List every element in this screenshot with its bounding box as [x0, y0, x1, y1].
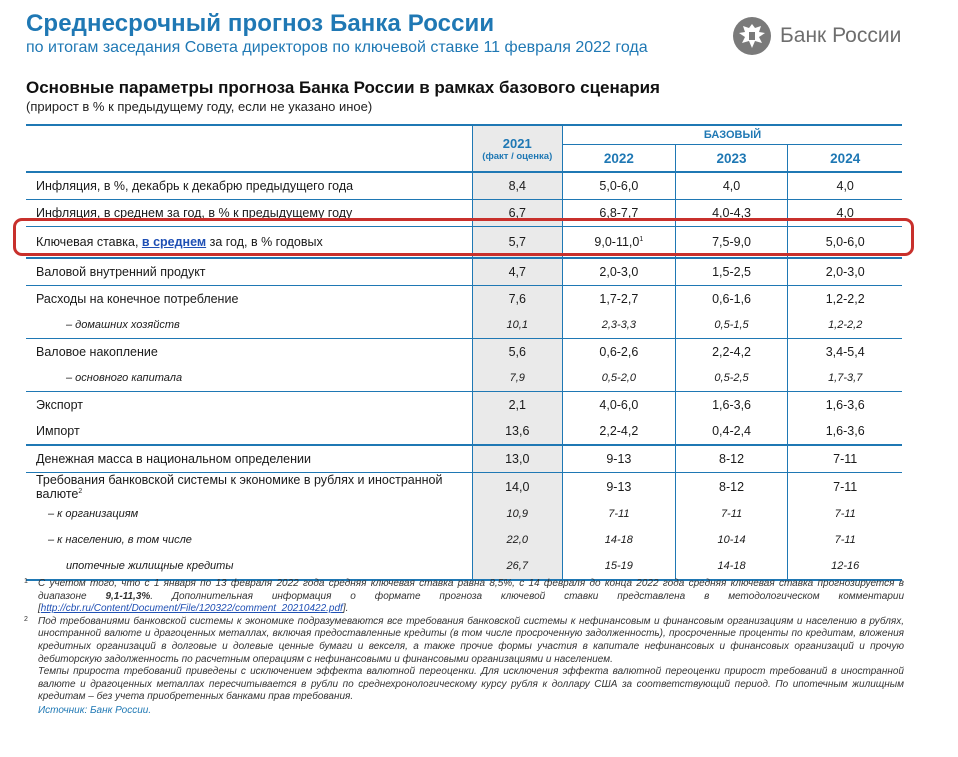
cell-2023: 0,5-2,5 [675, 365, 788, 392]
table-row [26, 258, 902, 286]
cell-2021: 13,0 [472, 445, 563, 473]
footnote-ref-1[interactable]: 1 [639, 235, 644, 243]
col-2021-note: (факт / оценка) [482, 150, 553, 162]
table-row [26, 392, 902, 419]
year-2023-header: 2023 [675, 145, 788, 173]
cell-2021: 22,0 [472, 527, 563, 553]
cell-2021: 10,9 [472, 501, 563, 527]
cell-2024: 4,0 [788, 200, 902, 227]
table-row [26, 501, 902, 527]
footnotes [24, 578, 904, 718]
cell-2023: 14-18 [675, 553, 788, 580]
cell-2022: 2,3-3,3 [563, 312, 676, 339]
cell-2023: 0,6-1,6 [675, 286, 788, 313]
cell-2023: 2,2-4,2 [675, 339, 788, 366]
table-row [26, 286, 902, 313]
col-2021-header [472, 125, 563, 172]
row-label: – к организациям [48, 508, 139, 520]
cell-2024: 7-11 [834, 508, 856, 520]
row-label: Денежная масса в национальном определении [26, 445, 472, 473]
cell-2022: 9-13 [563, 445, 676, 473]
table-row [26, 339, 902, 366]
cell-2021: 14,0 [472, 473, 563, 502]
section-title: Основные параметры прогноза Банка России в рамках базового сценария [26, 78, 660, 97]
row-label: Валовой внутренний продукт [26, 258, 472, 286]
cell-2023: 7-11 [675, 501, 788, 527]
table-row [26, 172, 902, 200]
cell-2023: 4,0 [675, 172, 788, 200]
cell-2021: 10,1 [472, 312, 563, 339]
footnote-ref-2[interactable]: 2 [78, 487, 83, 495]
cell-2024: 1,2-2,2 [788, 286, 902, 313]
footnote-2: 2 Под требованиями банковской системы к экономике подразумеваются все требования банковской системы к нефинансовым и финансовым организациям и населению в рублях, иностранной валюте и драгоценных металлах, включая предоставленные кредиты (в том числе просроченную задолженность), просроченные проценты по кредитам, вложения кредитных организаций в долговые и долевые ценные бумаги и векселя, а также прочие формы участия в капитале нефинансовых и финансовых организаций и прочую дебиторскую задолженность по расчетным операциям с нефинансовыми и финансовыми организациями и населением. [24, 615, 904, 665]
cell-2022: 5,0-6,0 [563, 172, 676, 200]
row-label: Валовое накопление [26, 339, 472, 366]
cell-2022: 9-13 [563, 473, 676, 502]
average-link[interactable]: в среднем [141, 235, 207, 249]
row-label: ипотечные жилищные кредиты [26, 553, 472, 580]
key-rate-highlight-frame [13, 218, 914, 256]
cell-2023: 1,6-3,6 [675, 392, 788, 419]
table-row [26, 312, 902, 339]
page-header [26, 10, 648, 57]
col-2021-year: 2021 [502, 135, 532, 151]
cell-2022: 0,5-2,0 [563, 365, 676, 392]
cell-2023: 8-12 [675, 473, 788, 502]
cell-2021: 26,7 [472, 553, 563, 580]
cell-2022: 7-11 [563, 501, 676, 527]
cell-2022: 2,0-3,0 [563, 258, 676, 286]
table-row [26, 473, 902, 502]
cell-2024: 2,0-3,0 [788, 258, 902, 286]
row-label: Инфляция, в %, декабрь к декабрю предыдущего года [36, 179, 354, 193]
cell-2021: 6,7 [472, 200, 563, 227]
table-row [26, 527, 902, 553]
cell-2024: 7-11 [834, 534, 856, 546]
table-header-row [26, 125, 902, 145]
cell-2022: 1,7-2,7 [563, 286, 676, 313]
cell-2021: 4,7 [472, 258, 563, 286]
row-label: Требования банковской системы к экономике в рублях и иностранной валюте$^2$ [26, 473, 472, 502]
page-subtitle: по итогам заседания Совета директоров по ключевой ставке 11 февраля 2022 года [26, 39, 648, 56]
row-label: Расходы на конечное потребление [26, 286, 472, 313]
table-row [26, 553, 902, 580]
row-label: Импорт [36, 424, 80, 438]
row-label: – к населению, в том числе [48, 534, 192, 546]
cell-2022: 15-19 [563, 553, 676, 580]
page-title: Среднесрочный прогноз Банка России [26, 10, 495, 37]
cell-2021: 2,1 [472, 392, 563, 419]
forecast-table [26, 124, 902, 581]
cell-2021: 7,6 [472, 286, 563, 313]
double-headed-eagle-icon [732, 16, 772, 56]
base-scenario-header: БАЗОВЫЙ [563, 125, 902, 145]
table-row [26, 445, 902, 473]
cell-2021: 7,9 [472, 365, 563, 392]
section-note: (прирост в % к предыдущему году, если не указано иное) [26, 99, 373, 114]
cell-2023: 7,5-9,0 [675, 227, 788, 259]
year-2024-header: 2024 [788, 145, 902, 173]
methodology-link[interactable]: http://cbr.ru/Content/Document/File/120322/comment_20210422.pdf [40, 603, 343, 615]
footnote-1: 1 С учетом того, что с 1 января по 13 февраля 2022 года средняя ключевая ставка равна 8,5%, с 14 февраля до конца 2022 года средняя ключевая ставка прогнозируется в диапазоне 9,1-11,3%. Дополнительная информация о формате прогноза ключевой ставки представлена в методологическом комментарии [http://cbr.ru/Content/Document/File/120322/comment_20210422.pdf]. [24, 578, 905, 615]
cell-2024: 1,7-3,7 [828, 372, 863, 384]
cell-2022: 2,2-4,2 [563, 418, 676, 445]
cell-2021: 5,6 [472, 339, 563, 366]
table-row [26, 365, 902, 392]
cell-2024: 7-11 [788, 473, 902, 502]
cell-2024: 1,6-3,6 [825, 424, 865, 438]
footnote-2-continued: Темпы прироста требований приведены с исключением эффекта валютной переоценки. Для исключения эффекта валютной переоценки прирост требований в иностранной валюте и драгоценных металлах пересчитывается в рубли по среднехронологическому курсу рубля к доллару США за соответствующий период. По ипотечным жилищным кредитам – без учета приобретенных банками прав требования. [38, 666, 904, 703]
cell-2023: 8-12 [675, 445, 788, 473]
cell-2022: 0,6-2,6 [563, 339, 676, 366]
cell-2024: 7-11 [788, 445, 902, 473]
cell-2024: 1,2-2,2 [828, 319, 863, 331]
cell-2023: 0,5-1,5 [675, 312, 788, 339]
source-note: Источник: Банк России. [38, 704, 152, 716]
row-label: Инфляция, в среднем за год, в % к предыдущему году [26, 200, 472, 227]
logo-text: Банк России [780, 24, 902, 47]
cell-2024: 5,0-6,0 [788, 227, 902, 259]
table-row [26, 418, 902, 445]
cell-2024: 4,0 [836, 179, 854, 193]
bank-logo [732, 16, 901, 56]
cell-2023: 0,4-2,4 [675, 418, 788, 445]
cell-2023: 4,0-4,3 [675, 200, 788, 227]
row-label: Ключевая ставка, в среднем за год, в % годовых [26, 227, 472, 259]
row-label: – основного капитала [66, 372, 183, 384]
cell-2023: 1,5-2,5 [675, 258, 788, 286]
cell-2022: 14-18 [563, 527, 676, 553]
year-2022-header: 2022 [563, 145, 676, 173]
row-label: – домашних хозяйств [66, 319, 180, 331]
cell-2024: 12-16 [788, 553, 902, 580]
cell-2023: 10-14 [675, 527, 788, 553]
cell-2024: 3,4-5,4 [788, 339, 902, 366]
cell-2021: 8,4 [472, 172, 563, 200]
cell-2021: 13,6 [472, 418, 563, 445]
cell-2022: 6,8-7,7 [563, 200, 676, 227]
cell-2021: 5,7 [472, 227, 563, 259]
cell-2022: 9,0-11,0$^1$ [563, 227, 676, 259]
cell-2022: 4,0-6,0 [563, 392, 676, 419]
row-label: Экспорт [26, 392, 472, 419]
cell-2024: 1,6-3,6 [788, 392, 902, 419]
